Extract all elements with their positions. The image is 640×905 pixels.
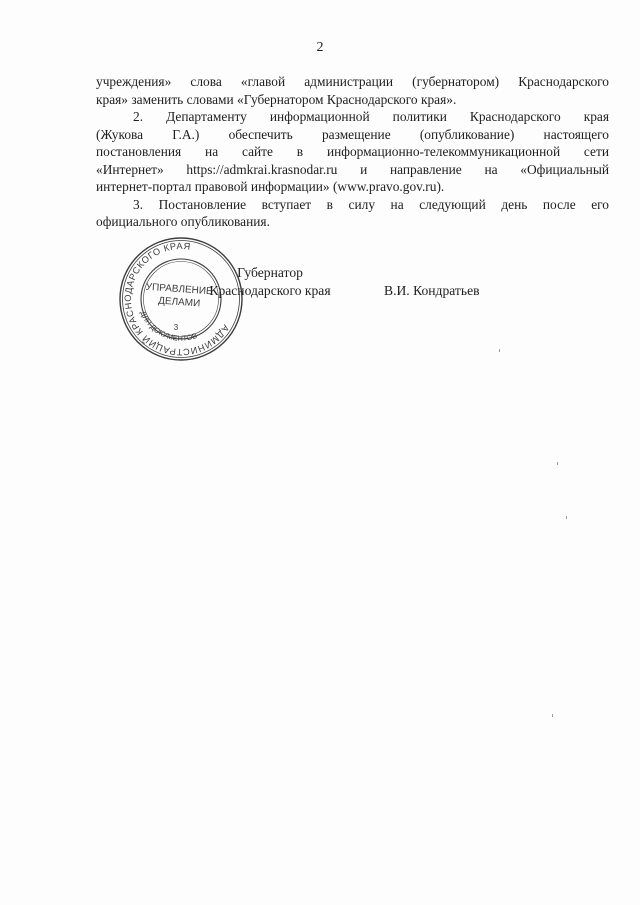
seal-number: 3 xyxy=(173,323,179,332)
body-line: края» заменить словами «Губернатором Краснодарского края». xyxy=(96,91,457,107)
seal-bottom-text: ДЛЯ ДОКУМЕНТОВ xyxy=(138,309,199,343)
paragraph-3-start: 3. Постановление вступает в силу на следующий день после его xyxy=(133,196,609,212)
scan-speck xyxy=(499,349,500,352)
signature-title-line2: Краснодарского края xyxy=(209,283,331,298)
body-line: официального опубликования. xyxy=(96,214,270,229)
body-line: интернет-портал правовой информации» (www.pravo.gov.ru). xyxy=(96,179,445,194)
scan-speck xyxy=(566,516,567,519)
scan-speck xyxy=(557,462,558,465)
body-line: учреждения» слова «главой администрации (губернатором) Краснодарского xyxy=(96,74,609,89)
document-body xyxy=(96,73,609,231)
body-line: «Интернет» https://admkrai.krasnodar.ru и направление на «Официальный xyxy=(96,161,609,177)
body-line: постановления на сайте в информационно-телекоммуникационной сети xyxy=(96,144,609,159)
signature-title-line1: Губернатор xyxy=(237,265,303,280)
page-number: 2 xyxy=(316,40,324,55)
seal-center-line1: УПРАВЛЕНИЕ xyxy=(145,281,214,298)
scan-speck xyxy=(552,714,553,717)
body-line: (Жукова Г.А.) обеспечить размещение (опубликование) настоящего xyxy=(96,126,609,142)
seal-ring-text: АДМИНИСТРАЦИЙ КРАСНОДАРСКОГО КРАЯ xyxy=(122,240,232,358)
paragraph-2-start: 2. Департаменту информационной политики Краснодарского края xyxy=(133,109,609,124)
seal-center-line2: ДЕЛАМИ xyxy=(157,295,201,310)
signature-position xyxy=(200,264,340,300)
signatory-name: В.И. Кондратьев xyxy=(384,283,480,298)
